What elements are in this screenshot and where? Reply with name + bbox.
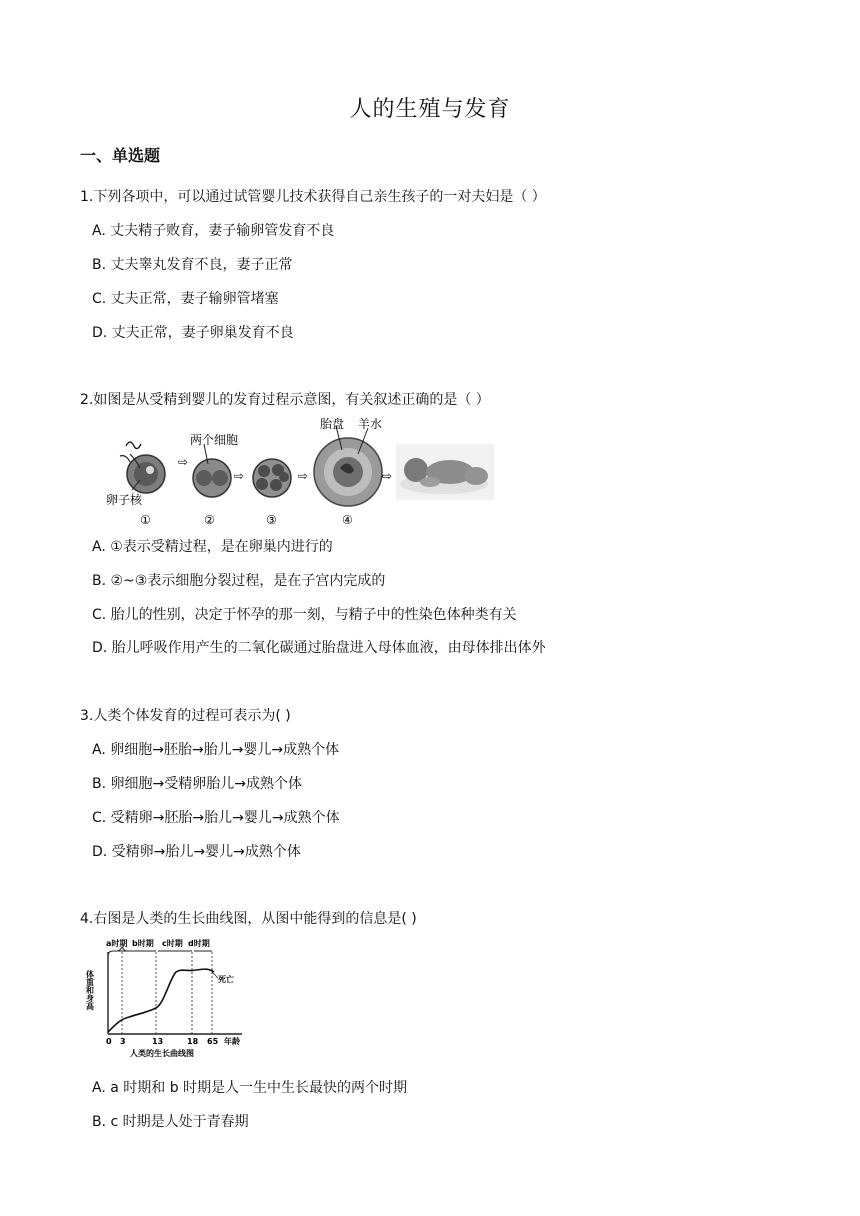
period-b-label: b时期	[132, 939, 154, 948]
multi-cell-stage-illustration	[253, 459, 291, 497]
label-two-cells: 两个细胞	[190, 433, 239, 447]
x-tick-3: 3	[120, 1037, 126, 1046]
question-1-option-a: A. 丈夫精子败育，妻子输卵管发育不良	[92, 223, 335, 239]
x-tick-65: 65	[207, 1037, 219, 1046]
section-heading: 一、单选题	[80, 146, 161, 165]
two-cell-stage-illustration	[193, 444, 231, 497]
label-placenta: 胎盘	[320, 417, 345, 431]
question-4-option-b: B. c 时期是人处于青春期	[92, 1114, 249, 1130]
question-2-option-b: B. ②~③表示细胞分裂过程，是在子宫内完成的	[92, 573, 386, 589]
chart-caption: 人类的生长曲线图	[130, 1049, 194, 1058]
growth-curve-chart	[86, 938, 256, 1062]
question-3-option-c: C. 受精卵→胚胎→胎儿→婴儿→成熟个体	[92, 810, 340, 826]
question-2-stem: 2.如图是从受精到婴儿的发育过程示意图，有关叙述正确的是（ ）	[80, 392, 490, 408]
death-label: 死亡	[218, 975, 234, 984]
y-axis-label: 体重和身高	[86, 970, 95, 1010]
question-3-option-a: A. 卵细胞→胚胎→胎儿→婴儿→成熟个体	[92, 742, 340, 758]
x-axis-label: 年龄	[224, 1037, 240, 1046]
fertilized-egg-illustration	[120, 442, 165, 493]
question-4-option-a: A. a 时期和 b 时期是人一生中生长最快的两个时期	[92, 1080, 408, 1096]
step-2-label: ②	[204, 513, 215, 527]
step-1-label: ①	[140, 513, 151, 527]
question-2-option-a: A. ①表示受精过程，是在卵巢内进行的	[92, 539, 333, 555]
period-d-label: d时期	[188, 939, 210, 948]
label-egg-nucleus: 卵子核	[106, 493, 143, 507]
embryo-in-uterus-illustration	[314, 426, 382, 506]
growth-curve-line	[108, 969, 214, 1032]
x-tick-0: 0	[106, 1037, 112, 1046]
fertilization-development-figure	[104, 414, 496, 530]
arrow-3-icon: ⇨	[298, 469, 309, 483]
question-2-option-d: D. 胎儿呼吸作用产生的二氧化碳通过胎盘进入母体血液，由母体排出体外	[92, 640, 546, 656]
x-tick-13: 13	[152, 1037, 164, 1046]
step-4-label: ④	[342, 513, 353, 527]
question-3-option-d: D. 受精卵→胎儿→婴儿→成熟个体	[92, 844, 301, 860]
question-1-option-b: B. 丈夫睾丸发育不良，妻子正常	[92, 257, 293, 273]
label-amniotic-fluid: 羊水	[358, 417, 383, 431]
arrow-4-icon: ⇨	[382, 469, 393, 483]
question-3-option-b: B. 卵细胞→受精卵胎儿→成熟个体	[92, 776, 302, 792]
step-3-label: ③	[266, 513, 277, 527]
baby-photo	[396, 444, 494, 500]
x-tick-18: 18	[187, 1037, 199, 1046]
period-c-label: c时期	[162, 939, 183, 948]
question-1-stem: 1.下列各项中，可以通过试管婴儿技术获得自己亲生孩子的一对夫妇是（ ）	[80, 189, 546, 205]
question-2-option-c: C. 胎儿的性别，决定于怀孕的那一刻，与精子中的性染色体种类有关	[92, 607, 517, 623]
arrow-2-icon: ⇨	[234, 469, 245, 483]
period-a-label: a时期	[106, 939, 128, 948]
question-1-option-c: C. 丈夫正常，妻子输卵管堵塞	[92, 291, 279, 307]
question-3-stem: 3.人类个体发育的过程可表示为( )	[80, 708, 291, 724]
arrow-1-icon: ⇨	[178, 455, 189, 469]
page-title: 人的生殖与发育	[349, 97, 511, 122]
question-1-option-d: D. 丈夫正常，妻子卵巢发育不良	[92, 325, 294, 341]
question-4-stem: 4.右图是人类的生长曲线图，从图中能得到的信息是( )	[80, 911, 417, 927]
